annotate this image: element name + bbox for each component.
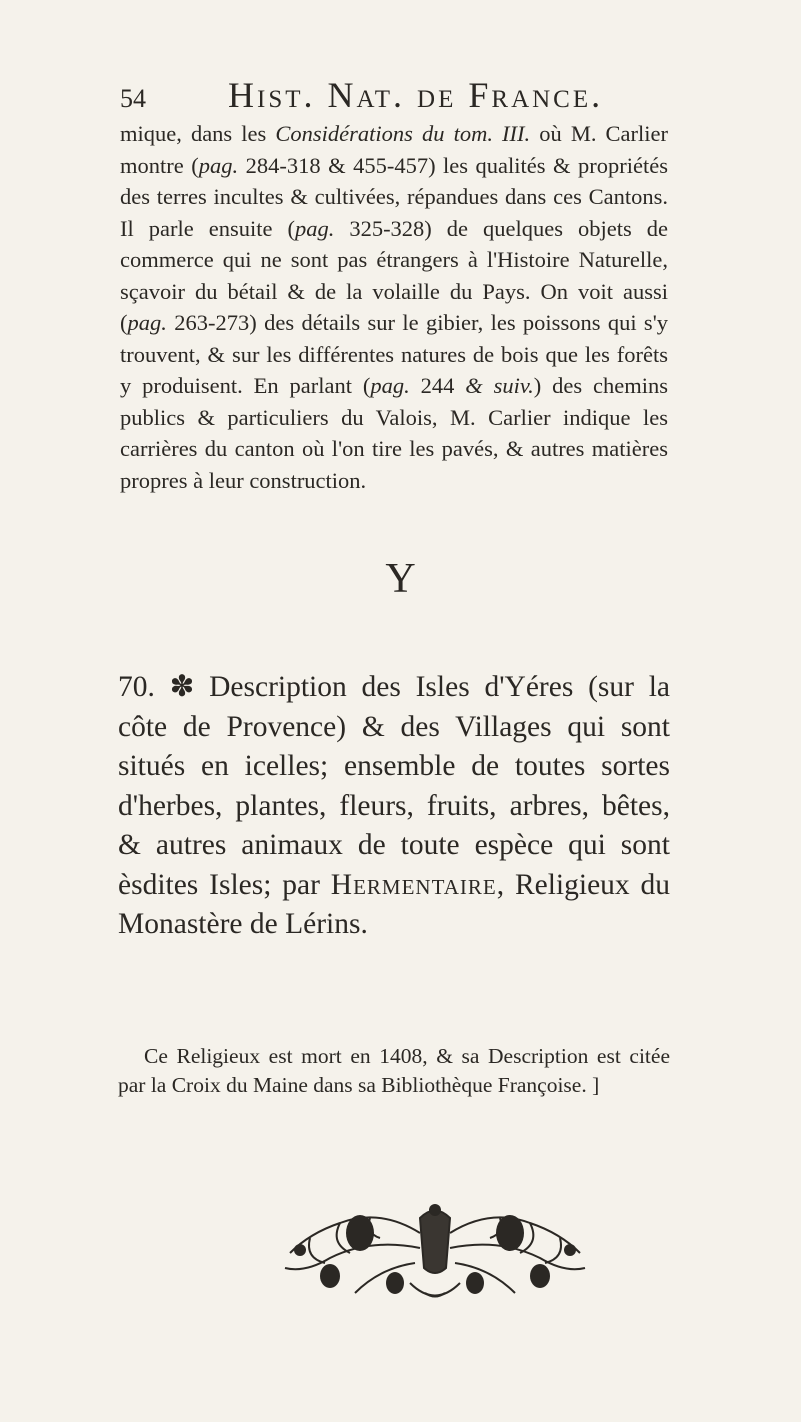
entry-text: Description des Isles d'Yéres (sur la côte de Provence) & des Villages qui sont situés en icelles; ensemble de toutes sortes d'herbes, plantes, fleurs, fruits, arbres, bêtes, & autres animaux de toute espèce qui sont èsdites Isles; par (118, 671, 670, 901)
floral-tailpiece-ornament-icon (270, 1198, 600, 1308)
entry-note: Ce Religieux est mort en 1408, & sa Description est citée par la Croix du Maine dans sa Bibliothèque Françoise. ] (118, 1044, 670, 1097)
body-paragraph: mique, dans les Considérations du tom. III. où M. Carlier montre (pag. 284-318 & 455-457) les qualités & propriétés des terres incultes & cultivées, répandues dans ces Cantons. Il parle ensuite (pag. 325-328) de quelques objets de commerce qui ne sont pas étrangers à l'Histoire Naturelle, sçavoir du bétail & de la volaille du Pays. On voit aussi (pag. 263-273) des détails sur le gibier, les poissons qui s'y trouvent, & sur les différentes natures de bois que les forêts y produisent. En parlant (pag. 244 & suiv.) des chemins publics & particuliers du Valois, M. Carlier indique les carrières du canton où l'on tire les pavés, & autres matières propres à leur construction. (120, 121, 669, 493)
running-title: Hist. Nat. de France. (228, 75, 604, 115)
entry-number: 70. (118, 671, 155, 703)
section-letter: Y (385, 556, 416, 602)
entry-mark-icon: ✽ (169, 671, 195, 703)
catalog-entry (118, 668, 670, 945)
page-header (120, 72, 680, 116)
entry-tail: , Religieux du Monastère de Lérins. (118, 868, 671, 940)
page-number: 54 (120, 84, 146, 113)
entry-author: Hermentaire (330, 868, 497, 901)
